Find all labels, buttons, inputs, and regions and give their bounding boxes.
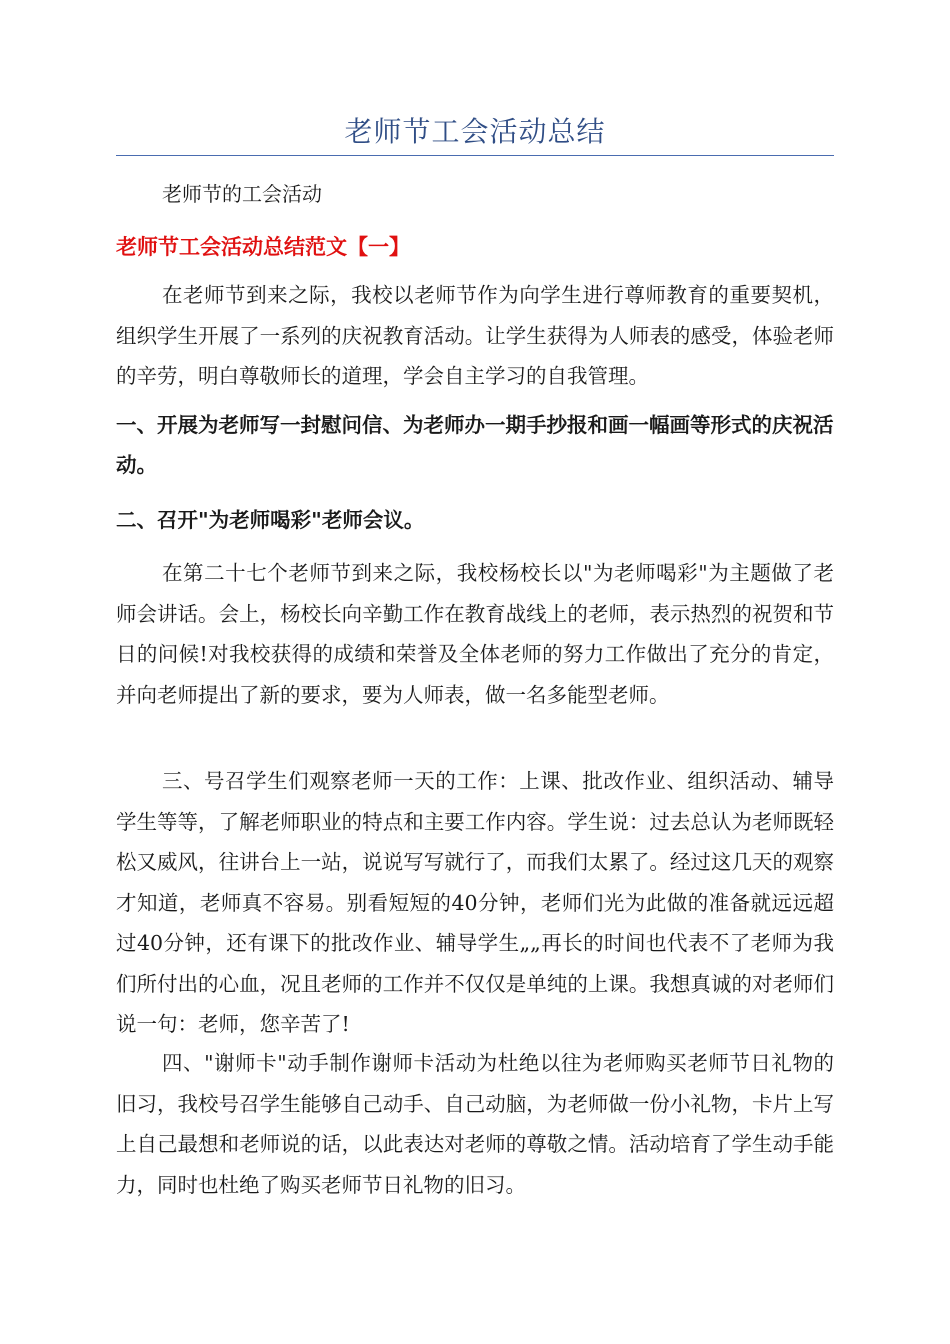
card-paragraph: 四、"谢师卡"动手制作谢师卡活动为杜绝以往为老师购买老师节日礼物的旧习，我校号召学生能够自己动手、自己动脑，为老师做一份小礼物，卡片上写上自己最想和老师说的话，以此表达对老师的尊敬之情。活动培育了学生动手能力，同时也杜绝了购买老师节日礼物的旧习。	[116, 1051, 834, 1197]
meeting-paragraph: 在第二十七个老师节到来之际，我校杨校长以"为老师喝彩"为主题做了老师会讲话。会上，杨校长向辛勤工作在教育战线上的老师，表示热烈的祝贺和节日的问候!对我校获得的成绩和荣誉及全体老师的努力工作做出了充分的肯定，并向老师提出了新的要求，要为人师表，做一名多能型老师。	[116, 561, 834, 707]
intro-paragraph: 在老师节到来之际，我校以老师节作为向学生进行尊师教育的重要契机，组织学生开展了一系列的庆祝教育活动。让学生获得为人师表的感受，体验老师的辛劳，明白尊敬师长的道理，学会自主学习的自我管理。	[116, 283, 834, 388]
observe-paragraph: 三、号召学生们观察老师一天的工作：上课、批改作业、组织活动、辅导学生等等，了解老师职业的特点和主要工作内容。学生说：过去总认为老师既轻松又威风，往讲台上一站，说说写写就行了，而我们太累了。经过这几天的观察才知道，老师真不容易。别看短短的40分钟，老师们光为此做的准备就远远超过40分钟，还有课下的批改作业、辅导学生„„再长的时间也代表不了老师为我们所付出的心血，况且老师的工作并不仅仅是单纯的上课。我想真诚的对老师们说一句：老师，您辛苦了!	[116, 769, 834, 1036]
heading-one: 一、开展为老师写一封慰问信、为老师办一期手抄报和画一幅画等形式的庆祝活动。	[116, 413, 834, 477]
title-divider	[116, 155, 834, 156]
document-title: 老师节工会活动总结	[344, 115, 606, 148]
section-heading: 老师节工会活动总结范文【一】	[116, 235, 410, 259]
heading-two: 二、召开"为老师喝彩"老师会议。	[116, 508, 425, 532]
document-subtitle: 老师节的工会活动	[162, 182, 322, 206]
